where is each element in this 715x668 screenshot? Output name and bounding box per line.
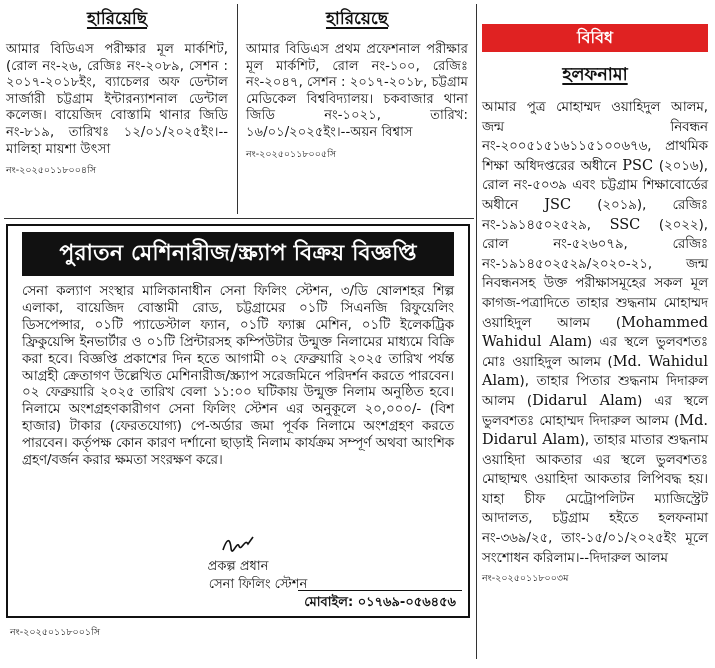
body-text: (২০১৯), রেজিঃ নং-১৯১৪৫০২৫২৯,	[482, 197, 708, 233]
mobile-number: মোবাইল: ০১৭৬৯-০৫৬৪৫৬	[304, 595, 456, 610]
exam-name: SSC	[609, 216, 641, 233]
body-text: ) এর স্থলে ভুলবশতঃ মোঃ ওয়াহিদুল আলম (	[482, 335, 709, 370]
mobile-line	[298, 590, 462, 614]
exam-name: JSC	[544, 196, 572, 213]
ad-heading	[6, 6, 228, 34]
signature-mark	[8, 534, 468, 558]
english-name: Didarul Alam	[532, 392, 638, 409]
body-text: (২০১৬), রোল নং-৫০৩৯ এবং চট্টগ্রাম শিক্ষাবোর্ডের অধীনে	[482, 158, 708, 213]
ad-reference: নং-২০২৫০১১৮০০৪সি	[6, 165, 97, 177]
ad-body: আমার বিডিএস প্রথম প্রফেশনাল পরীক্ষার মূল মার্কশিট, রোল নং-১০০, রেজিঃ নং-২০৪৭, সেশন : ২০১৭-২০১৮, চট্টগ্রাম মেডিকেল বিশ্ববিদ্যালয়। চকবাজার থানা জিডি নং-১০২১, তারিখ: ১৬/০১/২০২৫ইং।--অয়ন বিশ্বাস	[246, 42, 468, 140]
heading-text: হারিয়েছে	[325, 9, 389, 29]
auction-notice	[6, 224, 470, 618]
body-text: ), তাহার মাতার শুদ্ধনাম ওয়াহিদা আকতার এর স্থলে ভুলবশতঃ মোছাম্মৎ ওয়াহিদা আকতার লিপিবদ্ধ হয়। যাহা চীফ মেট্রোপলিটন ম্যাজিস্ট্রেট আদালত, চট্টগ্রাম হইতে হলফনামা নং-৩৬৯/২৫, তাং-১৫/০১/২০২৫ইং মূলে সংশোধন করিলাম।--দিদারুল আলম	[482, 433, 708, 566]
english-name: Md. Didarul Alam	[482, 412, 708, 449]
notice-body: সেনা কল্যাণ সংস্থার মালিকানাধীন সেনা ফিলিং স্টেশন, ৩/ডি ষোলশহর শিল্প এলাকা, বায়েজিদ বোস্তামী রোড, চট্টগ্রামের ০১টি সিএনজি রিফুয়েলিং ডিসপেন্সার, ০১টি প্যাডেস্টাল ফ্যান, ০১টি ফ্যাক্স মেশিন, ০১টি ইলেকট্রিক ফ্রিকুয়েন্সি ইনভার্টার ও ০১টি প্রিন্টারসহ কম্পিউটার উন্মুক্ত নিলামের মাধ্যমে বিক্রি করা হবে। বিজ্ঞপ্তি প্রকাশের দিন হতে আগামী ০২ ফেব্রুয়ারি ২০২৫ তারিখ পর্যন্ত আগ্রহী ক্রেতাগণ উল্লেখিত মেশিনারীজ/স্ক্র্যাপ সরেজমিনে পরিদর্শন করতে পারবেন। ০২ ফেব্রুয়ারি ২০২৫ তারিখ বেলা ১১:০০ ঘটিকায় উন্মুক্ত নিলাম অনুষ্ঠিত হবে। নিলামে অংশগ্রহণকারীগণ সেনা ফিলিং স্টেশন এর অনুকূলে ২০,০০০/- (বিশ হাজার) টাকার (ফেরতযোগ্য) পে-অর্ডার জমা পূর্বক নিলামে অংশগ্রহণ করতে পারবেন। কর্তৃপক্ষ কোন কারণ দর্শানো ছাড়াই নিলাম কার্যক্রম সম্পূর্ণ অথবা আংশিক গ্রহণ/বর্জন করার ক্ষমতা সংরক্ষণ করে।	[22, 284, 454, 469]
body-text: ) এর স্থলে ভুলবশতঃ মোহাম্মদ দিদারুল আলম (	[482, 393, 708, 429]
english-name: Md. Wahidul Alam	[482, 353, 708, 390]
ad-lost-marksheet-1	[6, 6, 228, 179]
english-name: Mohammed Wahidul Alam	[482, 314, 708, 351]
notice-reference: নং-২০২৫০১১৮০০১সি	[10, 627, 101, 638]
affidavit-body	[482, 98, 708, 568]
ad-reference: নং-২০২৫০১১৮০০৫সি	[246, 148, 337, 160]
body-text: আমার পুত্র মোহাম্মদ ওয়াহিদুল আলম, জন্ম নিবন্ধন নং-২০০৫১৫১৬১১৫১০০৬৭৬, প্রাথমিক শিক্ষা অধিদপ্তরের অধীনে	[482, 100, 708, 174]
ad-body: আমার বিডিএস পরীক্ষার মূল মার্কশিট, (রোল নং-২৬, রেজিঃ নং-২০৮৯, সেশন : ২০১৭-২০১৮ইং, ব্যাচেলর অফ ডেন্টাল সার্জারী চট্টগ্রাম ইন্টারন্যাশনাল ডেন্টাল কলেজ। বায়েজিদ বোস্তামি থানার জিডি নং-৮১৯, তারিখঃ ১২/০১/২০২৫ইং।--মালিহা মায়শা উৎসা	[6, 42, 228, 157]
affidavit-section	[482, 24, 708, 587]
notice-title: পুরাতন মেশিনারীজ/স্ক্র্যাপ বিক্রয় বিজ্ঞপ্তি	[22, 232, 454, 276]
ad-lost-marksheet-2	[246, 6, 468, 163]
affidavit-reference: নং-২০২৫০১১৮০০৩ম	[482, 573, 569, 585]
affidavit-heading	[482, 62, 708, 91]
signer-title: প্রকল্প প্রধান	[207, 559, 269, 574]
body-text: ), তাহার পিতার শুদ্ধনাম দিদারুল আলম (	[482, 374, 708, 409]
section-divider	[4, 218, 474, 219]
column-divider	[476, 4, 477, 659]
column-divider	[237, 4, 238, 214]
exam-name: PSC	[622, 157, 654, 174]
heading-text: হারিয়েছি	[86, 9, 148, 29]
signature-block	[8, 534, 468, 594]
heading-text: হলফনামা	[562, 65, 628, 85]
section-bar: বিবিধ	[482, 24, 708, 52]
signature-icon	[221, 534, 255, 554]
body-text: (২০২২), রোল নং-৫২৬০৭৯, রেজিঃ নং-১৯১৪৫০২৫২৯/২০২০-২১, জন্ম নিবন্ধনসহ উক্ত পরীক্ষাসমূহের সকল মূল কাগজ-পত্রাদিতে তাহার শুদ্ধনাম মোহাম্মদ ওয়াহিদুল আলম (	[482, 217, 708, 331]
signer-org: সেনা ফিলিং স্টেশন	[208, 577, 308, 592]
ad-heading	[246, 6, 468, 34]
